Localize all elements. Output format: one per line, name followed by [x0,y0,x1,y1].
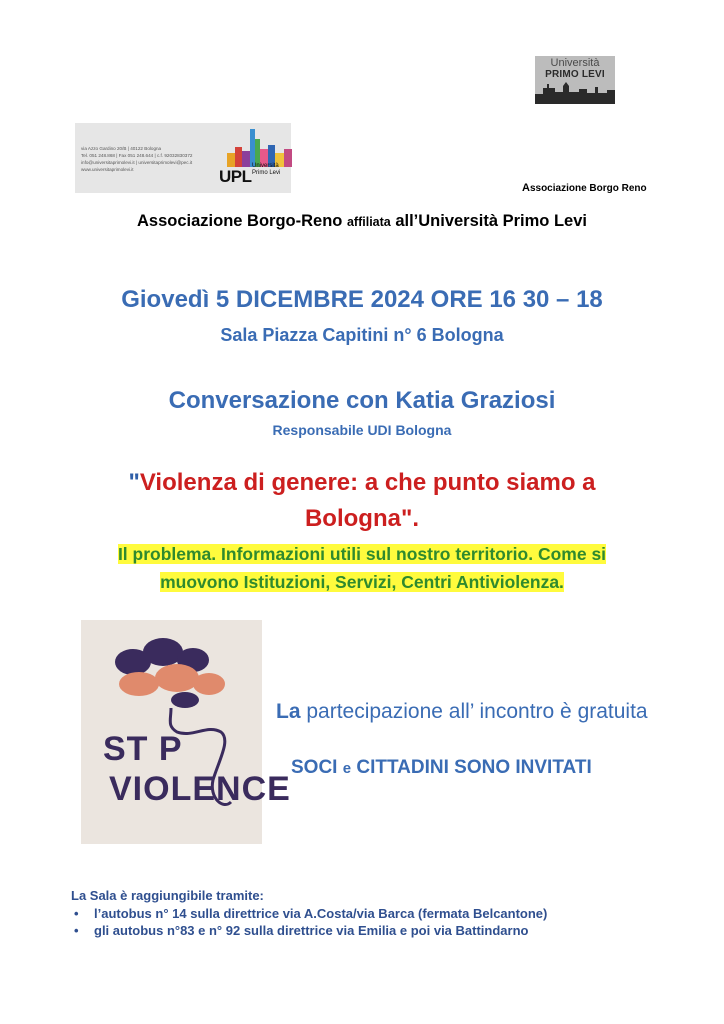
association-small-cap: A [522,182,530,194]
free-note-rest: partecipazione all’ incontro è gratuita [300,700,648,723]
university-name: all’Università Primo Levi [390,212,587,230]
association-name: Associazione Borgo-Reno [137,212,347,230]
letterhead-address: via Azzo Gardino 20/B | 40122 Bologna Tel. 051 248.868 | Fax 051 248.644 | c.f. 92032830372 info@universitaprimolevi.it | universitaprimolevi@pec.it www.universitaprimolevi.it [81,146,193,172]
free-note-lead: La [276,700,301,723]
stop-word: ST P [103,730,183,768]
university-logo-line1: Università [550,57,600,69]
upl-logo-subtext: Università Primo Levi [252,163,281,176]
list-item: • l’autobus n° 14 sulla direttrice via A.Costa/via Barca (fermata Belcantone) [71,905,547,922]
affiliation-word: affiliata [346,215,391,229]
event-title [0,465,724,537]
letterhead-banner [75,123,291,193]
association-affiliation-line [0,212,724,231]
transport-list [71,905,547,939]
title-open-quote: " [128,469,140,496]
association-small-rest: ssociazione Borgo Reno [529,183,647,194]
transport-heading: La Sala è raggiungibile tramite: [71,888,264,903]
city-skyline-icon [535,80,615,104]
invite-citizens: CITTADINI SONO INVITATI [351,757,592,778]
upl-logo-text: UPL [219,167,252,186]
university-logo [535,56,615,104]
colored-towers-icon [225,123,295,167]
speaker-role: Responsabile UDI Bologna [272,422,452,438]
subtitle-line2: muovono Istituzioni, Servizi, Centri Antiviolenza. [160,572,564,592]
list-item: • gli autobus n°83 e n° 92 sulla direttrice via Emilia e poi via Battindarno [71,922,547,939]
subtitle-line1: Il problema. Informazioni utili sul nostro territorio. Come si [117,544,607,564]
event-subtitle [0,540,724,596]
event-title-line1 [0,465,724,501]
title-line1-text: Violenza di genere: a che punto siamo a [139,469,596,496]
invite-members: SOCI [291,757,343,778]
violence-word: VIOLENCE [109,770,291,808]
association-small-label [522,182,647,194]
university-logo-line2: PRIMO LEVI [545,69,605,80]
event-speaker: Conversazione con Katia Graziosi [168,387,556,414]
free-participation-note [276,700,648,724]
event-title-line2: Bologna". [304,505,420,532]
subtitle-line2-wrap [0,568,724,596]
event-date: Giovedì 5 DICEMBRE 2024 ORE 16 30 – 18 [121,286,603,313]
event-location: Sala Piazza Capitini n° 6 Bologna [220,325,504,345]
invite-and: e [342,760,352,777]
invitation-line [291,757,592,779]
subtitle-line1-wrap [0,540,724,568]
